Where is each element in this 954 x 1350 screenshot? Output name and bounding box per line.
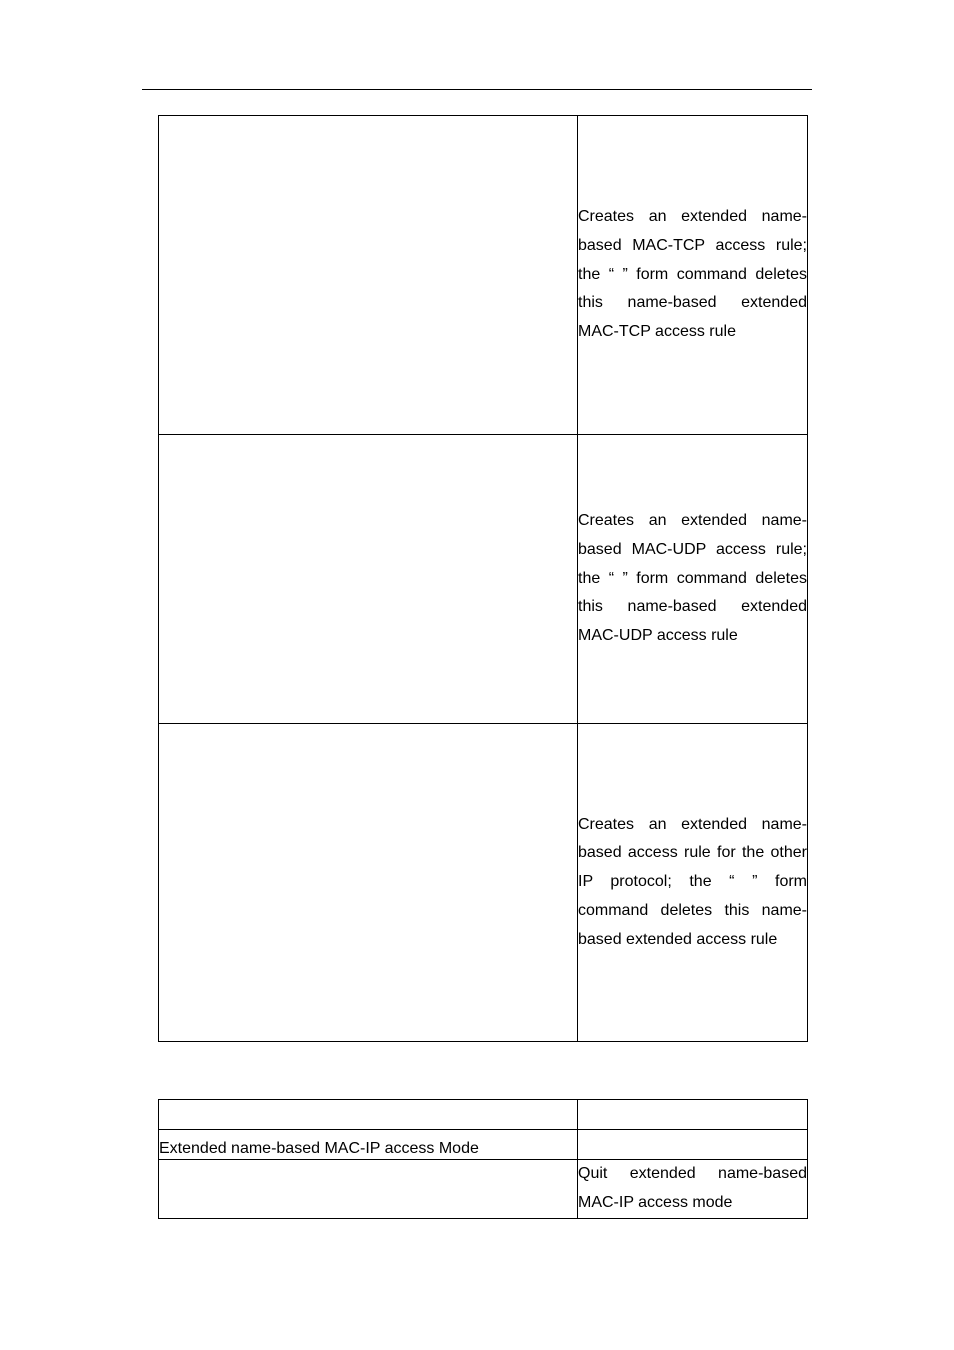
mode-table xyxy=(158,1099,808,1219)
command-cell xyxy=(159,1160,578,1219)
description-cell: Creates an extended name-based MAC-UDP access rule; the “ ” form command deletes this name-based extended MAC-UDP access rule xyxy=(578,435,808,724)
mode-label-row xyxy=(159,1130,808,1160)
header-rule xyxy=(142,89,812,90)
table-header-row xyxy=(159,1100,808,1130)
mode-label: Extended name-based MAC-IP access Mode xyxy=(159,1130,578,1160)
table-row xyxy=(159,116,808,435)
command-cell xyxy=(159,435,578,724)
header-explanation-cell xyxy=(578,1100,808,1130)
description-cell: Creates an extended name-based access rule for the other IP protocol; the “ ” form command deletes this name-based extended access rule xyxy=(578,724,808,1042)
table-row xyxy=(159,1160,808,1219)
mode-label-empty-cell xyxy=(578,1130,808,1160)
command-cell xyxy=(159,724,578,1042)
description-cell: Creates an extended name-based MAC-TCP access rule; the “ ” form command deletes this name-based extended MAC-TCP access rule xyxy=(578,116,808,435)
command-table xyxy=(158,115,808,1042)
table-row xyxy=(159,724,808,1042)
command-cell xyxy=(159,116,578,435)
description-cell: Quit extended name-based MAC-IP access mode xyxy=(578,1160,808,1219)
header-command-cell xyxy=(159,1100,578,1130)
table-row xyxy=(159,435,808,724)
